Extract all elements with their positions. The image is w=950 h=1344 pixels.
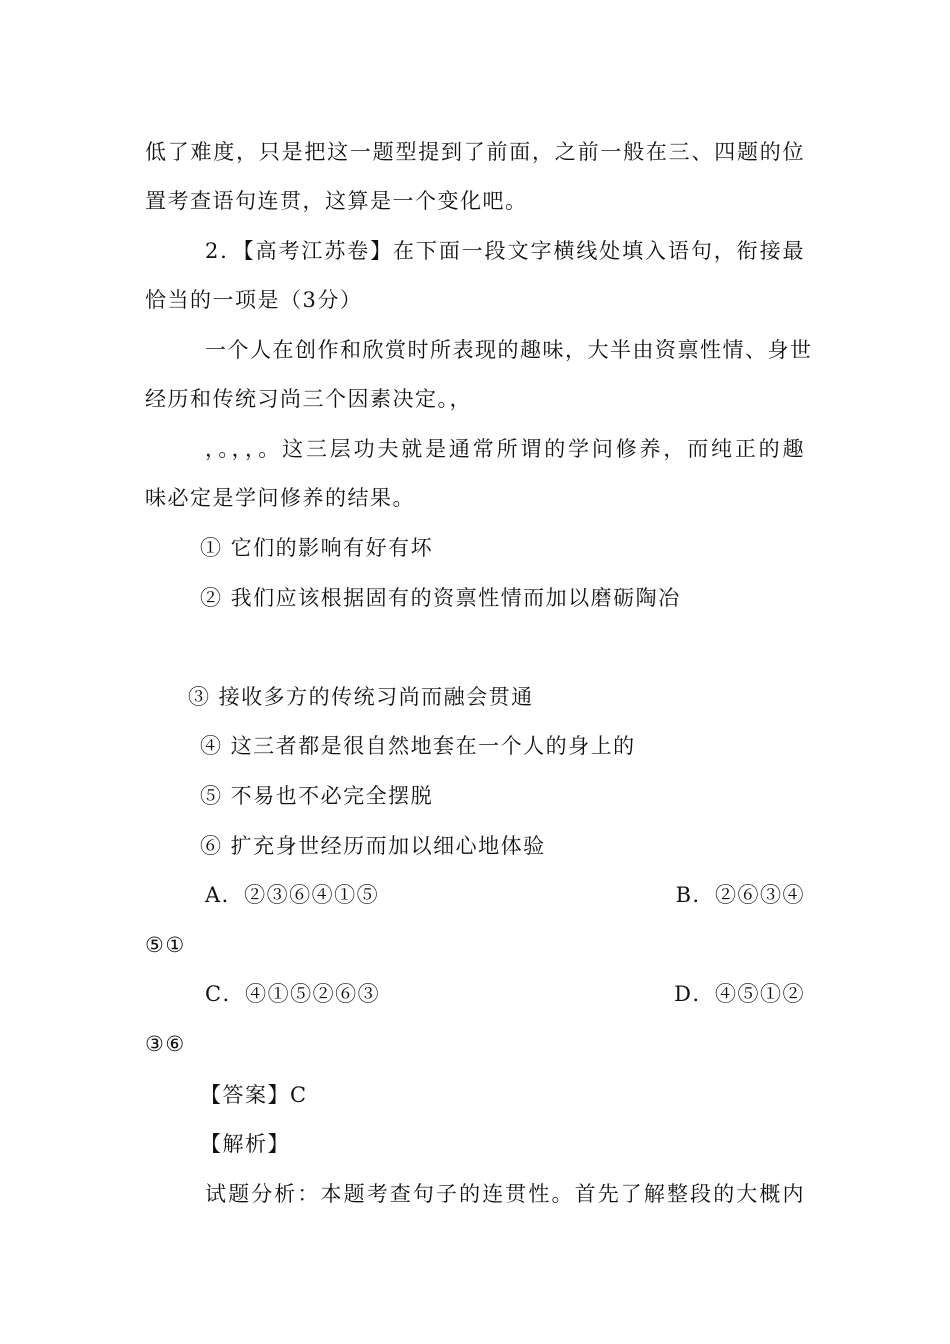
analysis-label: 【解析】 <box>200 1132 290 1156</box>
passage-line: 一个人在创作和欣赏时所表现的趣味，大半由资禀性情、身世 <box>205 338 813 362</box>
question-item: ③ 接收多方的传统习尚而融会贯通 <box>188 685 534 709</box>
answer-label: 【答案】C <box>200 1083 308 1107</box>
passage-line: 味必定是学问修养的结果。 <box>145 486 415 510</box>
option-d-continuation: ③⑥ <box>145 1032 186 1056</box>
question-item: ⑥ 扩充身世经历而加以细心地体验 <box>200 834 546 858</box>
question-item: ② 我们应该根据固有的资禀性情而加以磨砺陶冶 <box>200 586 681 610</box>
paragraph-line: 置考查语句连贯，这算是一个变化吧。 <box>145 189 528 213</box>
paragraph-line: 低了难度，只是把这一题型提到了前面，之前一般在三、四题的位 <box>145 140 805 164</box>
question-stem-line: 恰当的一项是（3分） <box>145 288 363 312</box>
option-a: A．②③⑥④①⑤ <box>205 883 380 907</box>
passage-line: ，。，，。这三层功夫就是通常所谓的学问修养，而纯正的趣 <box>205 437 805 461</box>
question-stem-line: 2．【高考江苏卷】在下面一段文字横线处填入语句，衔接最 <box>205 239 805 263</box>
option-b-continuation: ⑤① <box>145 933 186 957</box>
option-c: C．④①⑤②⑥③ <box>205 982 381 1006</box>
question-item: ⑤ 不易也不必完全摆脱 <box>200 784 434 808</box>
question-item: ① 它们的影响有好有坏 <box>200 536 434 560</box>
analysis-line: 试题分析：本题考查句子的连贯性。首先了解整段的大概内 <box>205 1182 805 1206</box>
option-d: D．④⑤①② <box>674 982 805 1006</box>
option-b: B．②⑥③④ <box>675 883 805 907</box>
passage-line: 经历和传统习尚三个因素决定。， <box>145 387 472 411</box>
question-item: ④ 这三者都是很自然地套在一个人的身上的 <box>200 734 636 758</box>
